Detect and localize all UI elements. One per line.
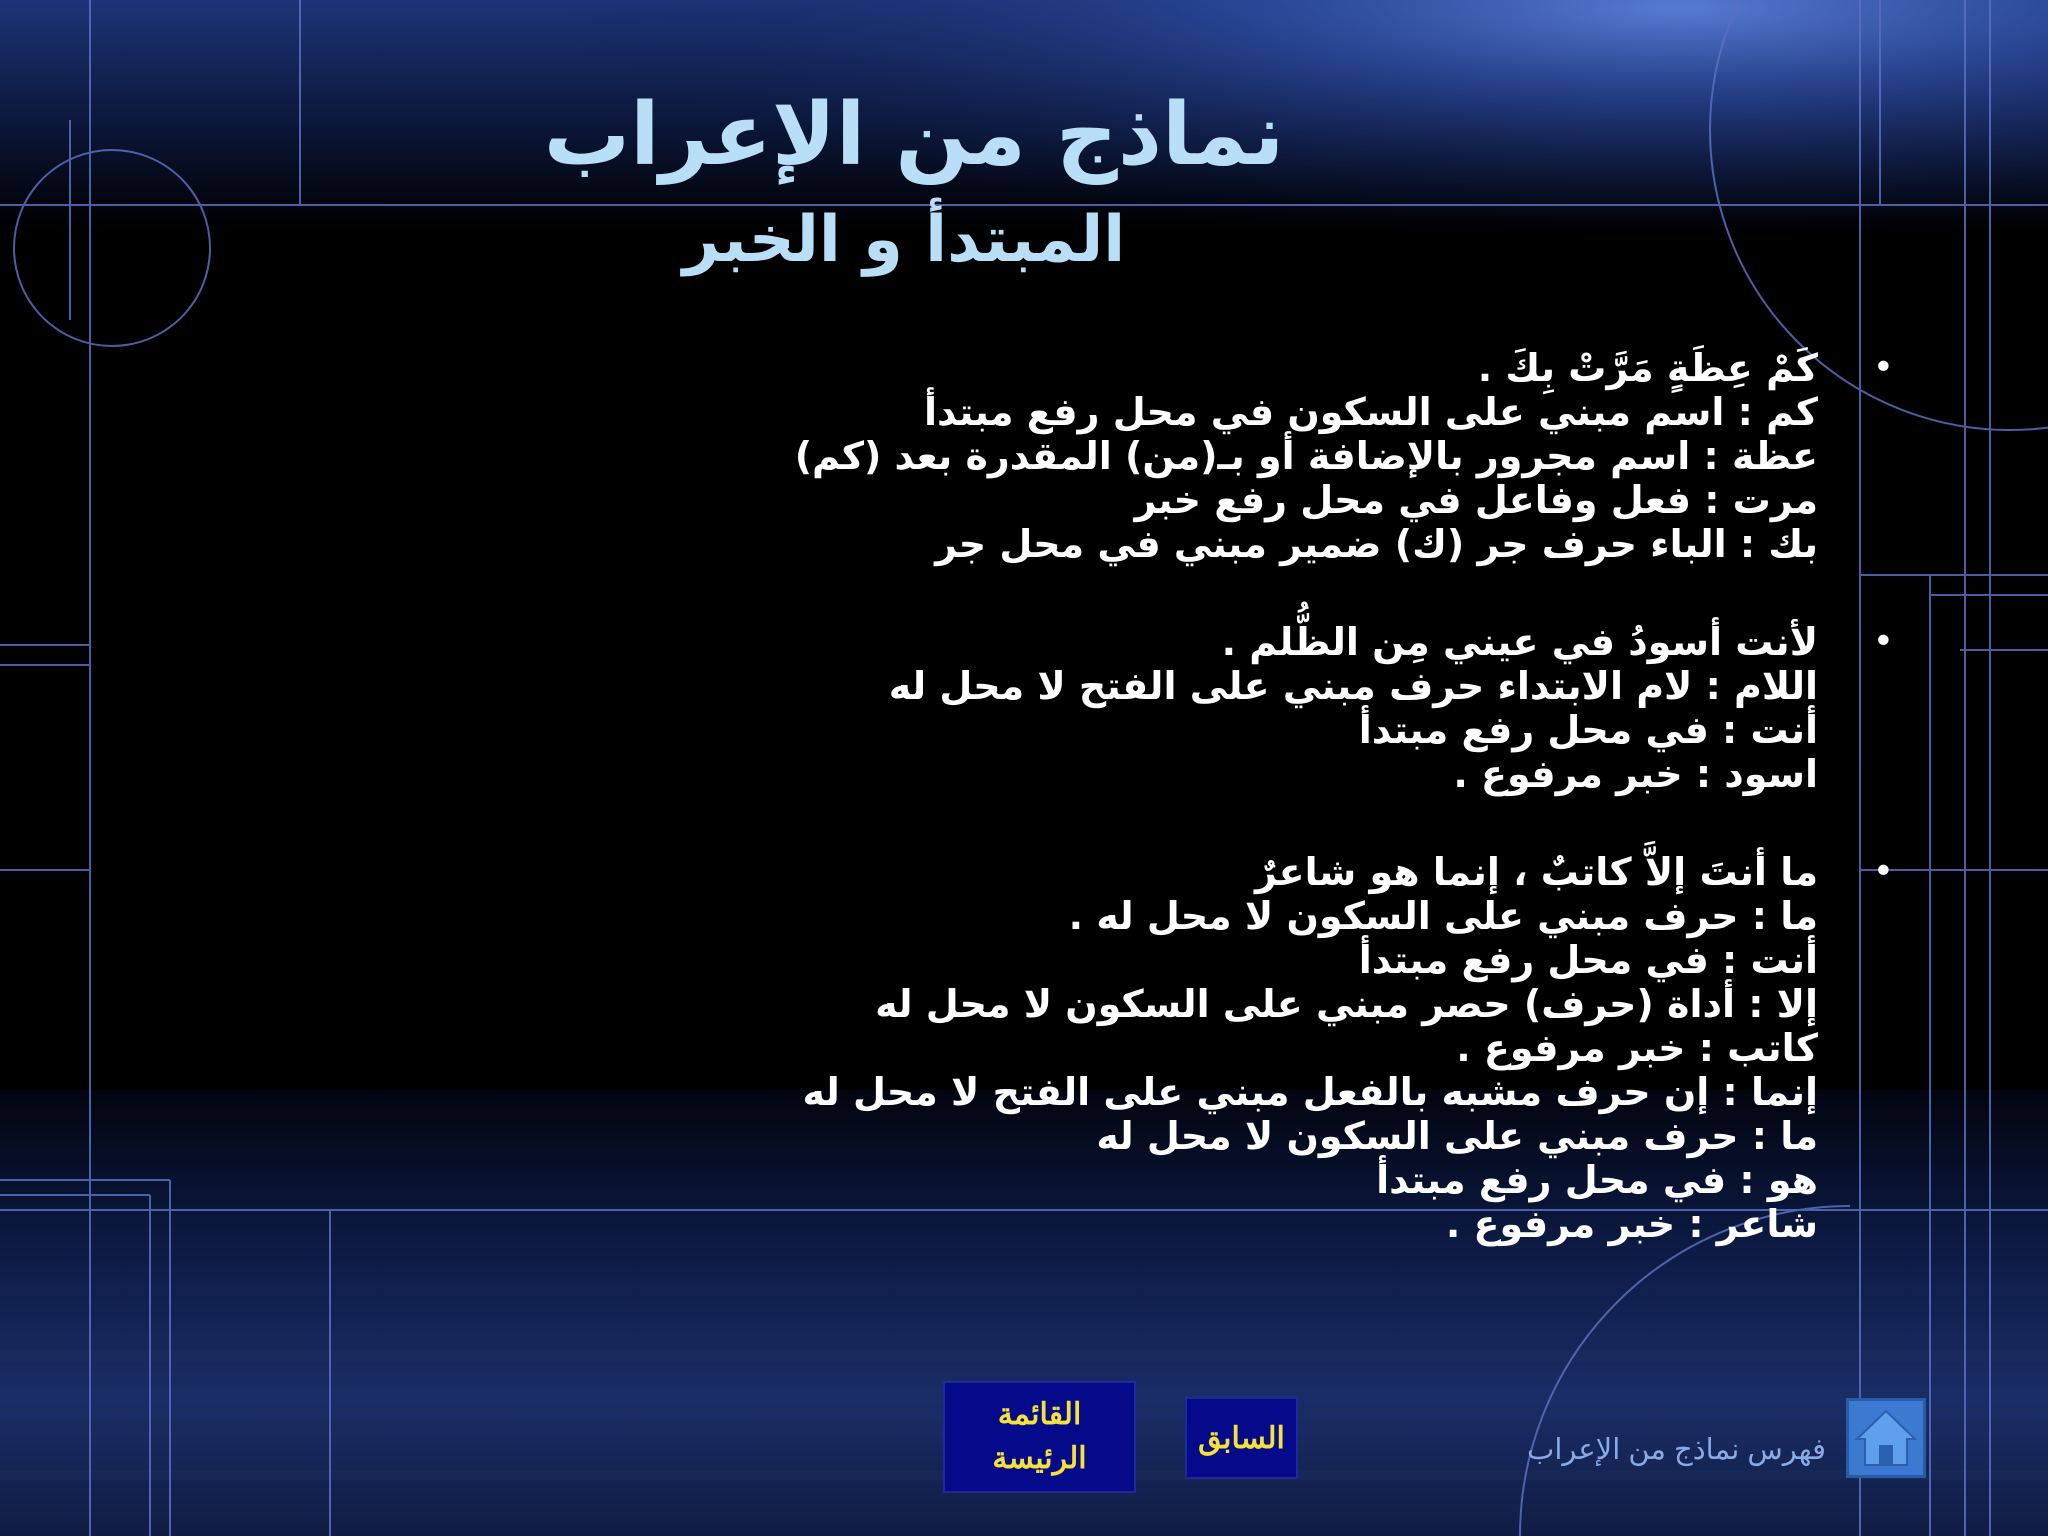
example-analysis-line: إلا : أداة (حرف) حصر مبني على السكون لا محل له <box>875 982 1818 1026</box>
slide-title: نماذج من الإعراب <box>543 85 1285 185</box>
previous-button[interactable]: السابق <box>1185 1397 1298 1479</box>
examples-list <box>518 346 1894 1300</box>
example-analysis-line: اسود : خبر مرفوع . <box>1453 752 1818 796</box>
example-analysis-line: كم : اسم مبني على السكون في محل رفع مبتدأ <box>924 390 1818 434</box>
example-analysis-line: مرت : فعل وفاعل في محل رفع خبر <box>1134 478 1818 522</box>
example-analysis-line: إنما : إن حرف مشبه بالفعل مبني على الفتح لا محل له <box>802 1070 1818 1114</box>
example-analysis-line: عظة : اسم مجرور بالإضافة أو بـ(من) المقدرة بعد (كم) <box>794 434 1818 478</box>
example-analysis-line: شاعر : خبر مرفوع . <box>1445 1202 1818 1246</box>
bullet-icon: • <box>1872 621 1894 662</box>
example-analysis-line: أنت : في محل رفع مبتدأ <box>1358 938 1818 982</box>
example-sentence: لأنت أسودُ في عيني مِن الظُّلم . <box>1221 620 1818 664</box>
example-sentence: ما أنتَ إلاَّ كاتبٌ ، إنما هو شاعرٌ <box>1255 850 1818 894</box>
example-sentence: كَمْ عِظَةٍ مَرَّتْ بِكَ . <box>1477 346 1818 390</box>
index-link[interactable]: فهرس نماذج من الإعراب <box>1527 1434 1826 1466</box>
example-item <box>518 346 1894 566</box>
bullet-icon: • <box>1872 347 1894 388</box>
example-analysis-line: ما : حرف مبني على السكون لا محل له <box>1096 1114 1818 1158</box>
slide-subtitle: المبتدأ و الخبر <box>682 203 1126 277</box>
example-analysis-line: هو : في محل رفع مبتدأ <box>1376 1158 1818 1202</box>
home-button[interactable] <box>1846 1398 1926 1478</box>
example-item <box>518 850 1894 1246</box>
bullet-icon: • <box>1872 851 1894 892</box>
house-icon <box>1849 1401 1923 1475</box>
example-analysis-line: بك : الباء حرف جر (ك) ضمير مبني في محل جر <box>935 522 1818 566</box>
example-analysis-line: أنت : في محل رفع مبتدأ <box>1358 708 1818 752</box>
example-item <box>518 620 1894 796</box>
example-analysis-line: اللام : لام الابتداء حرف مبني على الفتح لا محل له <box>888 664 1818 708</box>
example-analysis-line: ما : حرف مبني على السكون لا محل له . <box>1068 894 1818 938</box>
main-menu-button[interactable]: القائمة الرئيسة <box>943 1381 1136 1493</box>
example-analysis-line: كاتب : خبر مرفوع . <box>1456 1026 1818 1070</box>
